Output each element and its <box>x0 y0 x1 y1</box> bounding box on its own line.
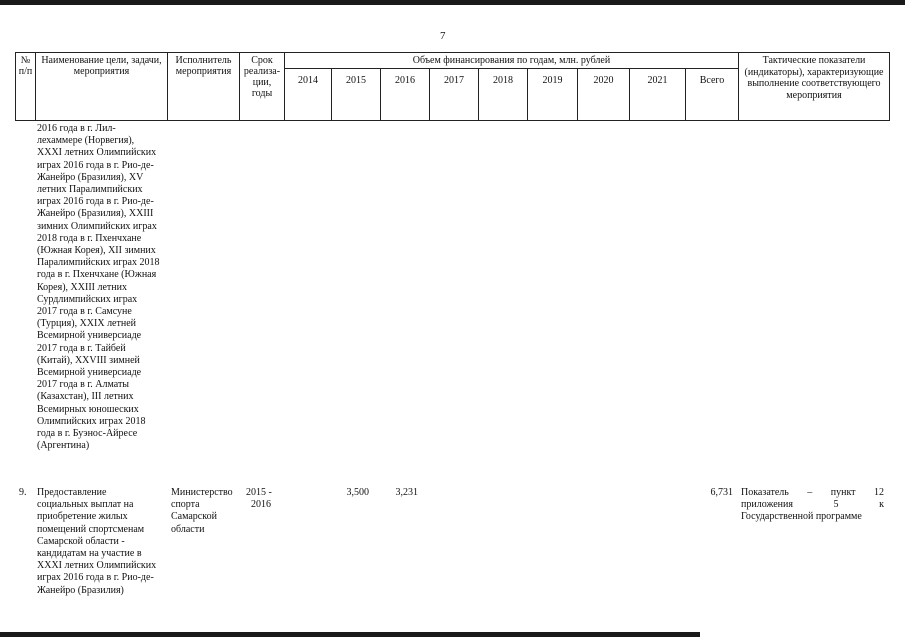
value-2015: 3,500 <box>346 487 369 498</box>
header-year-2020 <box>577 68 630 121</box>
row-number: 9. <box>19 487 27 498</box>
row-indicator <box>741 487 884 524</box>
text-line: 2016 <box>251 499 271 511</box>
indicator-line: Государственной программе <box>741 511 862 523</box>
text-line: 2016 года в г. Лил- <box>37 123 116 134</box>
text-word: Показатель <box>741 487 789 498</box>
text-line: летних Паралимпийских <box>37 184 143 196</box>
header-number-label: № п/п <box>18 55 33 77</box>
page-number: 7 <box>440 30 446 42</box>
header-year-2016 <box>380 68 430 121</box>
header-year-2021 <box>629 68 686 121</box>
header-term-label: Срок реализа-ции, годы <box>243 55 281 99</box>
header-name-label: Наименование цели, задачи, мероприятия <box>41 55 162 77</box>
text-line: Предоставление <box>37 487 107 498</box>
text-word: 12 <box>873 487 884 498</box>
header-executor-label: Исполнитель мероприятия <box>175 55 232 77</box>
row-term <box>246 487 286 511</box>
value-2016: 3,231 <box>395 487 418 498</box>
row-executor <box>171 487 241 536</box>
header-indicators-cell <box>738 52 890 121</box>
text-line: кандидатам на участие в <box>37 548 142 560</box>
text-line: лехаммере (Норвегия), <box>37 135 135 147</box>
year-label: 2016 <box>395 75 415 86</box>
year-label: 2014 <box>298 75 318 86</box>
header-year-2015 <box>331 68 381 121</box>
text-line: Паралимпийских играх 2018 <box>37 257 160 269</box>
value-total: 6,731 <box>710 487 733 498</box>
text-line: Самарской области - <box>37 535 125 547</box>
year-label: 2021 <box>647 75 668 86</box>
text-line: Жанейро (Бразилия), XXIII <box>37 208 154 220</box>
bottom-border-bar <box>0 632 700 637</box>
text-line: играх 2016 года в г. Рио-де- <box>37 196 154 208</box>
text-line: играх 2016 года в г. Рио-де- <box>37 572 154 584</box>
text-line: 2018 года в г. Пхенчхане <box>37 232 142 244</box>
indicator-line <box>741 487 884 499</box>
text-line: Министерство <box>171 487 233 498</box>
text-word: к <box>879 499 884 511</box>
text-line: спорта <box>171 499 200 511</box>
text-line: Всемирной универсиаде <box>37 367 142 379</box>
text-line: Корея), XXIII летних <box>37 281 127 293</box>
year-label: 2015 <box>346 75 366 86</box>
text-line: (Аргентина) <box>37 440 90 452</box>
text-line: Самарской <box>171 511 217 523</box>
text-line: Всемирной универсиаде <box>37 330 142 342</box>
text-line: Всемирных юношеских <box>37 403 139 415</box>
text-word: – <box>807 487 813 498</box>
text-line: социальных выплат на <box>37 499 134 511</box>
text-line: года в г. Буэнос-Айресе <box>37 428 138 440</box>
header-financing-cell <box>284 52 739 69</box>
text-line: Сурдлимпийских играх <box>37 293 138 305</box>
header-year-2014 <box>284 68 332 121</box>
header-year-2018 <box>478 68 528 121</box>
text-line: приобретение жилых <box>37 511 128 523</box>
text-word: приложения <box>741 499 793 511</box>
indicator-line <box>741 499 884 511</box>
text-line: (Южная Корея), XII зимних <box>37 245 156 257</box>
year-label: 2018 <box>493 75 513 86</box>
header-year-2017 <box>429 68 479 121</box>
top-border-bar <box>0 0 905 5</box>
text-line: XXXI летних Олимпийских <box>37 147 157 159</box>
header-term-cell <box>239 52 285 121</box>
header-indicators-label: Тактические показатели (индикаторы), характеризующие выполнение соответствующего мероприятия <box>744 55 884 101</box>
header-name-cell <box>35 52 168 121</box>
text-line: помещений спортсменам <box>37 523 145 535</box>
text-line: года в г. Пхенчхане (Южная <box>37 269 157 281</box>
text-line: (Турция), XXIX летней <box>37 318 137 330</box>
year-label: 2019 <box>542 75 563 86</box>
year-label: Всего <box>699 75 725 86</box>
text-line: 2015 - <box>246 487 272 498</box>
text-word: 5 <box>833 499 839 511</box>
year-label: 2017 <box>444 75 464 86</box>
year-label: 2020 <box>593 75 614 86</box>
row-name <box>37 487 172 597</box>
text-line: 2017 года в г. Самсуне <box>37 306 132 318</box>
header-executor-cell <box>167 52 240 121</box>
text-word: пункт <box>830 487 856 498</box>
header-financing-label: Объем финансирования по годам, млн. рублей <box>412 55 611 66</box>
text-line: зимних Олимпийских играх <box>37 220 157 232</box>
text-line: Жанейро (Бразилия), XV <box>37 171 144 183</box>
text-line: (Китай), XXVIII зимней <box>37 354 140 366</box>
text-line: играх 2016 года в г. Рио-де- <box>37 159 154 171</box>
text-line: XXXI летних Олимпийских <box>37 560 157 572</box>
continuation-text <box>37 123 177 452</box>
header-number-cell <box>15 52 36 121</box>
header-year-total <box>685 68 739 121</box>
text-line: 2017 года в г. Алматы <box>37 379 130 391</box>
text-line: (Казахстан), III летних <box>37 391 134 403</box>
text-line: Жанейро (Бразилия) <box>37 584 124 596</box>
text-line: Олимпийских играх 2018 <box>37 415 146 427</box>
text-line: области <box>171 523 205 535</box>
text-line: 2017 года в г. Тайбей <box>37 342 126 354</box>
header-year-2019 <box>527 68 578 121</box>
